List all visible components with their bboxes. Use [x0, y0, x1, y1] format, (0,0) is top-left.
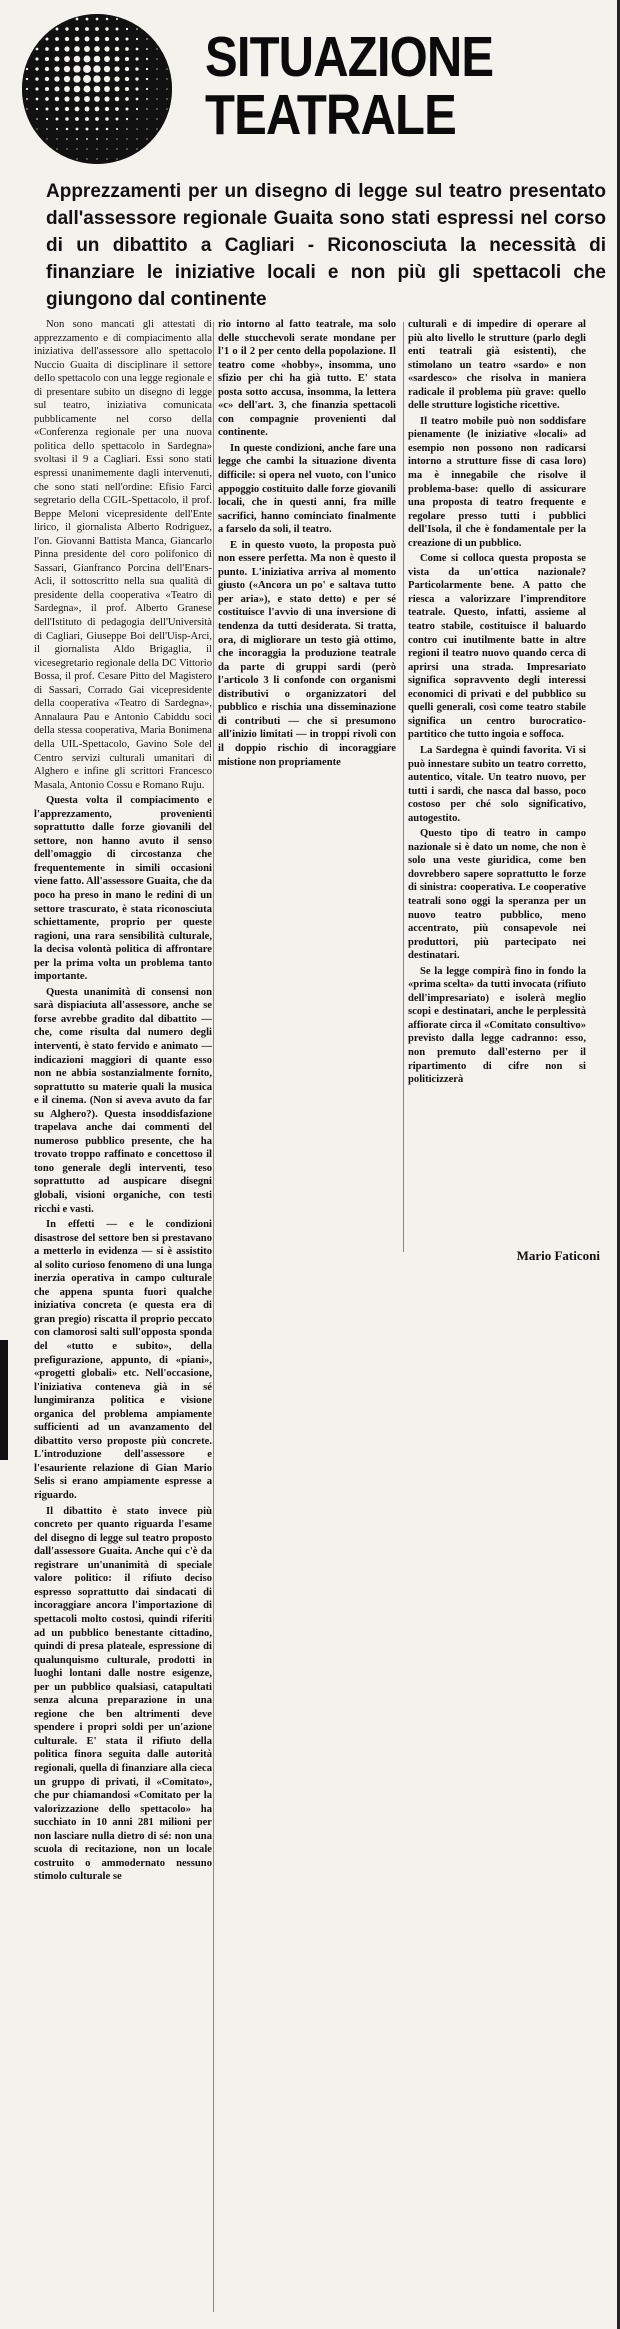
column-2-paragraph: rio intorno al fatto teatrale, ma solo delle stucchevoli serate mondane per l'1 o il 2 per cento della popolazione. Il teatro come «hobby», insomma, uno sfizio per chi ha già tutto. E' stata posta sotto accusa, insomma, la lettera «c» dell'art. 3, che finanzia spettacoli con compagnie provenienti dal continente. — [218, 319, 396, 439]
column-2-paragraph: E in questo vuoto, la proposta può non essere perfetta. Ma non è questo il punto. L'iniziativa arriva al momento giusto («Ancora un po' e saltava tutto per aria»), e stato detto) e per sé costituisce l'avvio di una inversione di tendenza da tutti desiderata. Si tratta, ora, di migliorare un testo già ottimo, che incoraggia la produzione teatrale da parte di gruppi sardi (però l'articolo 3 li confonde con organismi distributivi o organizzatori del pubblico e rischia una disseminazione di contributi — che si presumono all'inizio limitati — in troppi rivoli con il doppio rischio di incoraggiare mistione non propriamente — [218, 539, 396, 768]
column-3-paragraph: Il teatro mobile può non soddisfare pienamente (le iniziative «locali» ad esempio non possono non radicarsi intorno a strutture fisse di casa loro) ma è innegabile che risolve il problema-base: quello di assicurare una proposta di teatro frequente e regolare presso tutti i pubblici dell'Isola, il che è fondamentale per la creazione di un pubblico. — [408, 415, 586, 549]
column-rule-1 — [213, 322, 214, 2312]
column-2-paragraph: In queste condizioni, anche fare una legge che cambi la situazione diventa difficile: si opera nel vuoto, con l'unico appoggio costituito dalle forze giovanili locali, che in questi anni, fra mille sacrifici, hanno cominciato finalmente a farselo da soli, il teatro. — [218, 442, 396, 536]
margin-mark — [0, 1340, 8, 1460]
article-column-1 — [34, 318, 212, 1884]
headline-line-1: SITUAZIONE — [205, 25, 494, 89]
column-3-paragraph: Questo tipo di teatro in campo nazionale si è dato un nome, che non è solo una veste giuridica, come ben dovrebbero sapere soprattutto le forze di sinistra: cooperativa. Le cooperative teatrali sono oggi la speranza per un nuovo teatro pubblico, meno accentrato, più consapevole nei produttori, più partecipato nei destinatari. — [408, 828, 586, 962]
column-1-paragraph: Non sono mancati gli attestati di apprezzamento e di compiacimento alla iniziativa dell'assessore allo spettacolo Nuccio Guaita di disciplinare il settore dello spettacolo con una legge regionale e di presentare subito un disegno di legge sul teatro, iniziativa comunicata pubblicamente nel corso della «Conferenza regionale per una nuova politica dello spettacolo in Sardegna» svoltasi il 9 a Cagliari. Essi sono stati espressi unanimemente dagli intervenuti, che sono stati nell'ordine: Efisio Farci segretario della CGIL-Spettacolo, il prof. Beppe Meloni vicepresidente dell'Ente lirico, il giornalista Alberto Rodriguez, l'on. Giovanni Battista Manca, Giancarlo Pinna presidente del coro polifonico di Sassari, Gianfranco Porcina dell'Enars-Acli, il sottoscritto nella sua qualità di presidente della cooperativa «Teatro di Sardegna», il prof. Alberto Granese dell'Istituto di pedagogia dell'Università di Cagliari, Giuseppe Boi dell'Uisp-Arci, il giornalista Aldo Brigaglia, il vicesegretario regionale della DC Vittorio Bossa, il prof. Cesare Pitto del Magistero di Sassari, Corrado Gai vicepresidente della cooperativa «Teatro di Sardegna», Annalaura Pau e Antonio Cabiddu soci della stessa cooperativa, Maria Bonimena della UIL-Spettacolo, Gavino Sole del Centro servizi culturali umanitari di Alghero e infine gli scrittori Francesco Masala, Antonio Cossu e Romano Ruju. — [34, 319, 212, 791]
column-1-paragraph: In effetti — e le condizioni disastrose del settore ben si prestavano a metterlo in evidenza — si è assistito al solito curioso fenomeno di una lunga inerzia operativa in campo culturale che appena spunta fuori qualche iniziativa concreta (e questa era di gran pregio) riscatta il proprio peccato con clamorosi salti sull'opposta sponda del «tutto e subito», della prefigurazione, appunto, di «piani», «progetti globali» etc. Nell'occasione, l'iniziativa conteneva già in sé lungimiranza politica e visione organica del problema ampiamente sufficienti ad un avanzamento del dibattito verso proposte più concrete. L'introduzione dell'assessore e l'esauriente relazione di Gian Mario Selis si erano ampiamente espresse a riguardo. — [34, 1219, 212, 1502]
column-3-paragraph: Se la legge compirà fino in fondo la «prima scelta» da tutti invocata (rifiuto dell'impresariato) e isolerà meglio scopi e destinatari, anche le perplessità affiorate circa il «Comitato consultivo» previsto dalla legge cadranno: esso, non premuto dall'esterno per il ripartimento di cifre non si politicizzerà — [408, 965, 587, 1086]
column-3-paragraph: Come si colloca questa proposta se vista da un'ottica nazionale? Particolarmente bene. A patto che riesca a valorizzare l'imprenditore teatrale. Questo, infatti, assieme al teatro stabile, costituisce il baluardo contro cui inutilmente batte in altre regioni il teatro nuovo quando cerca di aprirsi una strada. Impresariato significa sopravvento degli interessi economici di privati e del pubblico su quelli generali, così come teatro stabile significa un centro burocratico-partitico che tutto ingoia e soffoca. — [408, 553, 586, 741]
article-column-3 — [408, 318, 586, 1087]
column-1-paragraph: Il dibattito è stato invece più concreto per quanto riguarda l'esame del disegno di legge sul teatro proposto dall'assessore Guaita. Anche qui c'è da registrare un'unanimità di speciale valore politico: il rifiuto deciso espresso soprattutto dai sindacati di incoraggiare ancora l'importazione di spettacoli molto costosi, quindi riferiti ad un pubblico benestante cittadino, quindi di presa plateale, espressione di qualunquismo culturale, prodotti in luoghi lontani dalle nostre esigenze, per un pubblico qualsiasi, catapultati senza alcuna preparazione in una regione che ben altrimenti deve spendere i propri soldi per un'azione culturale. E' stata il rifiuto della politica finora seguita dalle autorità regionali, quella di finanziare alla cieca un gruppo di privati, il «Comitato», che pur chiamandosi «Comitato per la valorizzazione dello spettacolo» ha succhiato in 10 anni 281 milioni per non lasciare nulla dietro di sé: non una scuola di recitazione, non un locale costruito o ammodernato nessuno stimolo culturale se — [34, 1505, 212, 1883]
column-1-paragraph: Questa volta il compiacimento e l'apprezzamento, provenienti soprattutto dalle forze giovanili del settore, non hanno avuto il senso dell'omaggio di circostanza che frequentemente in simili occasioni viene fatto. All'assessore Guaita, che da poco ha preso in mano le redini di un settore trascurato, è stata riconosciuta schiettamente, proprio per queste ragioni, una rara sensibilità culturale, la decisa volontà politica di affrontare per la prima volta un problema tanto importante. — [34, 795, 212, 983]
article-column-2 — [218, 318, 396, 769]
column-logo — [22, 14, 172, 164]
headline-line-2: TEATRALE — [205, 83, 456, 147]
column-3-paragraph: culturali e di impedire di operare al più alto livello le strutture (parlo degli enti teatrali già esistenti), che stimolano un teatro «sardo» e non «sardesco» che risolva in maniera radicale il problema più grave: quello delle strutture logistiche ricettive. — [408, 319, 586, 412]
column-1-paragraph: Questa unanimità di consensi non sarà dispiaciuta all'assessore, anche se forse avrebbe gradito dal dibattito — che, come risulta dal numero degli interventi, è stato fervido e animato — indicazioni maggiori di quante esso non ne abbia sostanzialmente fornito, soprattutto su materie quali la musica e il cinema. (Non si aveva avuto da far su Alghero?). Questa insoddisfazione trapelava anche dai commenti del numeroso pubblico presente, che ha trovato troppo raffinato e concettoso il tono generale degli interventi, teso soprattutto ad auspicare disegni globali, visioni organiche, con testi ricchi e vasti. — [34, 986, 212, 1215]
column-rule-2 — [403, 322, 404, 1252]
headline — [205, 25, 605, 147]
article-deck: Apprezzamenti per un disegno di legge sul teatro presentato dall'assessore regionale Guaita sono stati espressi nel corso di un dibattito a Cagliari - Riconosciuta la necessità di finanziare le iniziative locali e non più gli spettacoli che giungono dal continente — [46, 181, 606, 310]
author-signature: Mario Faticoni — [516, 1248, 600, 1263]
halftone-globe-icon — [22, 14, 172, 164]
column-3-paragraph: La Sardegna è quindi favorita. Vi si può innestare subito un teatro corretto, autentico, vitale. Un teatro nuovo, per tutti i sardi, che nasca dal basso, poco costoso per ché solo significativo, autogestito. — [408, 744, 586, 824]
